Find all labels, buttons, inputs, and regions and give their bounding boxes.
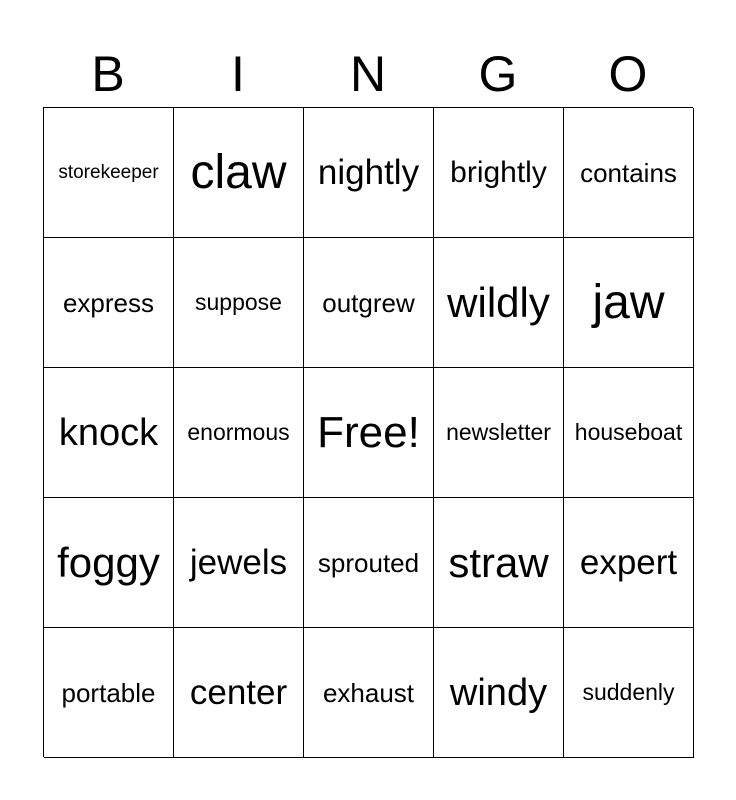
bingo-cell-r2c4[interactable] xyxy=(434,238,564,368)
bingo-cell-r1c4[interactable] xyxy=(434,108,564,238)
bingo-board xyxy=(43,107,693,757)
bingo-cell-r3c3[interactable] xyxy=(304,368,434,498)
cell-word: brightly xyxy=(450,155,547,189)
cell-word: foggy xyxy=(57,538,160,586)
cell-word: suddenly xyxy=(582,679,675,705)
bingo-cell-r3c2[interactable] xyxy=(174,368,304,498)
cell-word: center xyxy=(189,673,288,712)
cell-word: claw xyxy=(190,145,287,199)
cell-word: wildly xyxy=(447,278,550,326)
cell-word: jewels xyxy=(189,543,288,582)
cell-word: windy xyxy=(449,671,548,714)
cell-word: outgrew xyxy=(322,287,415,318)
bingo-cell-r3c4[interactable] xyxy=(434,368,564,498)
free-space: Free! xyxy=(317,407,420,457)
bingo-cell-r1c5[interactable] xyxy=(564,108,694,238)
bingo-cell-r2c2[interactable] xyxy=(174,238,304,368)
cell-word: newsletter xyxy=(446,419,551,445)
bingo-cell-r5c3[interactable] xyxy=(304,628,434,758)
bingo-cell-r1c3[interactable] xyxy=(304,108,434,238)
bingo-header xyxy=(43,40,693,108)
cell-word: jaw xyxy=(592,275,665,329)
bingo-cell-r4c5[interactable] xyxy=(564,498,694,628)
cell-word: portable xyxy=(61,677,156,708)
header-letter-i: I xyxy=(231,46,245,102)
cell-word: nightly xyxy=(317,153,420,192)
bingo-cell-r4c2[interactable] xyxy=(174,498,304,628)
bingo-cell-r4c1[interactable] xyxy=(44,498,174,628)
cell-word: knock xyxy=(58,411,159,454)
bingo-cell-r2c5[interactable] xyxy=(564,238,694,368)
header-letter-n: N xyxy=(349,46,387,102)
cell-word: suppose xyxy=(195,289,282,315)
bingo-cell-r2c3[interactable] xyxy=(304,238,434,368)
cell-word: houseboat xyxy=(574,419,683,445)
header-letter-g: G xyxy=(478,46,518,102)
header-letter-o: O xyxy=(608,46,648,102)
bingo-cell-r1c1[interactable] xyxy=(44,108,174,238)
cell-word: express xyxy=(62,287,155,318)
cell-word: straw xyxy=(448,538,549,586)
bingo-cell-r5c1[interactable] xyxy=(44,628,174,758)
cell-word: enormous xyxy=(187,419,290,445)
bingo-cell-r3c1[interactable] xyxy=(44,368,174,498)
bingo-cell-r3c5[interactable] xyxy=(564,368,694,498)
cell-word: sprouted xyxy=(317,547,420,578)
cell-word: contains xyxy=(580,157,677,188)
header-letter-b: B xyxy=(91,46,125,102)
bingo-cell-r2c1[interactable] xyxy=(44,238,174,368)
cell-word: exhaust xyxy=(322,677,415,708)
bingo-cell-r1c2[interactable] xyxy=(174,108,304,238)
bingo-cell-r5c5[interactable] xyxy=(564,628,694,758)
cell-word: storekeeper xyxy=(58,162,159,183)
bingo-cell-r4c3[interactable] xyxy=(304,498,434,628)
cell-word: expert xyxy=(579,543,678,582)
bingo-cell-r4c4[interactable] xyxy=(434,498,564,628)
bingo-cell-r5c2[interactable] xyxy=(174,628,304,758)
bingo-cell-r5c4[interactable] xyxy=(434,628,564,758)
